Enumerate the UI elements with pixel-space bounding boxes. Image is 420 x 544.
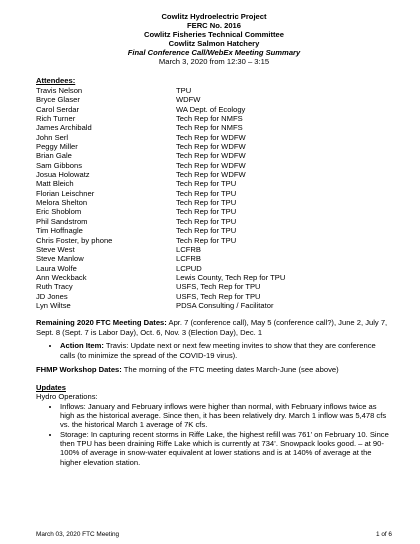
action-item bbox=[60, 341, 392, 360]
hydro-bullet-storage: • Storage: In capturing recent storms in Riffe Lake, the highest refill was 761’ on February 10. Since then TPU has been draining Riffe Lake which is currently at 734’. Snowpack looks good. – at 90-100% of average in snow-water equivalent at lower stations and is at 140% of average at the higher elevation station. bbox=[60, 430, 392, 467]
header-committee: Cowlitz Fisheries Technical Committee bbox=[144, 30, 284, 39]
attendee-row bbox=[36, 179, 285, 188]
header-ferc: FERC No. 2016 bbox=[186, 21, 242, 30]
attendee-organization: Tech Rep for TPU bbox=[176, 216, 237, 226]
attendee-organization: LCFRB bbox=[176, 244, 201, 254]
attendee-organization: WA Dept. of Ecology bbox=[176, 104, 246, 114]
attendee-organization: Tech Rep for WDFW bbox=[176, 142, 246, 152]
attendee-organization: Tech Rep for TPU bbox=[176, 198, 237, 208]
attendee-row bbox=[36, 217, 285, 226]
attendee-name: JD Jones bbox=[36, 291, 68, 301]
remaining-dates bbox=[36, 318, 392, 337]
attendee-name: Chris Foster, by phone bbox=[36, 235, 113, 245]
hydro-operations-subtitle: Hydro Operations: bbox=[36, 392, 98, 402]
attendee-row bbox=[36, 114, 285, 123]
attendee-name: Ruth Tracy bbox=[36, 282, 73, 292]
attendee-organization: Tech Rep for TPU bbox=[176, 207, 237, 217]
attendee-organization: TPU bbox=[176, 86, 192, 95]
fhmp-dates-text: The morning of the FTC meeting dates March-June (see above) bbox=[123, 364, 339, 374]
attendee-organization: Tech Rep for WDFW bbox=[176, 151, 246, 161]
attendee-row bbox=[36, 264, 285, 273]
attendee-organization: USFS, Tech Rep for TPU bbox=[176, 291, 261, 301]
attendee-name: Ann Weckback bbox=[36, 272, 87, 282]
attendee-name: Steve West bbox=[36, 244, 75, 254]
attendee-organization: Tech Rep for TPU bbox=[176, 179, 237, 189]
attendee-name: Lyn Wiltse bbox=[36, 300, 71, 310]
attendee-name: Phil Sandstrom bbox=[36, 216, 88, 226]
remaining-dates-text: Apr. 7 (conference call), May 5 (conference call?), June 2, July 7, Sept. 8 (Sept. 7 is Labor Day), Oct. 6, Nov. 3 (Election Day), Dec. 1 bbox=[36, 318, 388, 337]
attendee-name: Eric Shoblom bbox=[36, 207, 82, 217]
attendee-row bbox=[36, 161, 285, 170]
attendee-name: John Serl bbox=[36, 132, 69, 142]
attendee-name: Melora Shelton bbox=[36, 198, 88, 208]
attendees-title: Attendees: bbox=[36, 76, 76, 85]
attendee-row bbox=[36, 236, 285, 245]
attendee-organization: Tech Rep for WDFW bbox=[176, 160, 246, 170]
attendee-organization: PDSA Consulting / Facilitator bbox=[176, 300, 274, 310]
attendees-table bbox=[36, 86, 285, 310]
attendee-row bbox=[36, 207, 285, 216]
attendee-organization: Tech Rep for WDFW bbox=[176, 170, 246, 180]
attendee-name: Florian Leischner bbox=[36, 188, 95, 198]
attendee-row bbox=[36, 142, 285, 151]
attendee-organization: WDFW bbox=[176, 95, 201, 105]
header-summary-title: Final Conference Call/WebEx Meeting Summary bbox=[127, 48, 301, 57]
fhmp-dates-label: FHMP Workshop Dates: bbox=[36, 364, 122, 374]
action-list bbox=[36, 341, 392, 360]
attendee-name: Peggy Miller bbox=[36, 142, 78, 152]
action-item-label: Action Item: bbox=[60, 341, 104, 351]
remaining-dates-label: Remaining 2020 FTC Meeting Dates: bbox=[36, 318, 167, 328]
attendee-row bbox=[36, 170, 285, 179]
attendee-organization: LCPUD bbox=[176, 263, 202, 273]
attendee-organization: Tech Rep for NMFS bbox=[176, 123, 243, 133]
attendee-name: Rich Turner bbox=[36, 114, 76, 124]
attendee-organization: Tech Rep for TPU bbox=[176, 226, 237, 236]
attendee-name: Laura Wolfe bbox=[36, 263, 77, 273]
attendee-organization: Tech Rep for WDFW bbox=[176, 132, 246, 142]
attendee-name: Brian Gale bbox=[36, 151, 72, 161]
attendee-row bbox=[36, 282, 285, 291]
attendee-organization: Tech Rep for TPU bbox=[176, 188, 237, 198]
attendee-name: James Archibald bbox=[36, 123, 92, 133]
attendee-name: Travis Nelson bbox=[36, 86, 83, 95]
attendee-row bbox=[36, 123, 285, 132]
attendee-row bbox=[36, 198, 285, 207]
attendee-organization: Tech Rep for TPU bbox=[176, 235, 237, 245]
attendee-name: Matt Bleich bbox=[36, 179, 74, 189]
attendee-name: Steve Manlow bbox=[36, 254, 84, 264]
attendee-name: Carol Serdar bbox=[36, 104, 80, 114]
attendee-row bbox=[36, 95, 285, 104]
header-date: March 3, 2020 from 12:30 – 3:15 bbox=[158, 57, 270, 66]
hydro-bullet-inflows: • Inflows: January and February inflows were higher than normal, with February inflows twice as high as the historical average. Since then, it has been relatively dry. March 1 inflow was 5,478 cfs vs. the historical March 1 average of 7K cfs. bbox=[60, 402, 392, 430]
attendee-name: Josua Holowatz bbox=[36, 170, 90, 180]
attendee-organization: USFS, Tech Rep for TPU bbox=[176, 282, 261, 292]
attendee-row bbox=[36, 292, 285, 301]
attendee-row bbox=[36, 133, 285, 142]
updates-title: Updates bbox=[36, 383, 66, 393]
document-content bbox=[36, 12, 392, 467]
attendee-organization: LCFRB bbox=[176, 254, 201, 264]
attendee-row bbox=[36, 189, 285, 198]
header-hatchery: Cowlitz Salmon Hatchery bbox=[168, 39, 260, 48]
attendee-name: Tim Hoffnagle bbox=[36, 226, 83, 236]
document-header bbox=[36, 12, 392, 66]
page-footer bbox=[36, 531, 392, 539]
attendee-row bbox=[36, 151, 285, 160]
attendee-name: Bryce Glaser bbox=[36, 95, 80, 105]
attendee-organization: Tech Rep for NMFS bbox=[176, 114, 243, 124]
attendee-row bbox=[36, 273, 285, 282]
attendee-row bbox=[36, 254, 285, 263]
attendee-row bbox=[36, 86, 285, 95]
attendee-row bbox=[36, 245, 285, 254]
attendee-row bbox=[36, 226, 285, 235]
attendee-organization: Lewis County, Tech Rep for TPU bbox=[176, 272, 286, 282]
attendee-name: Sam Gibbons bbox=[36, 160, 83, 170]
action-item-text: Travis: Update next or next few meeting invites to show that they are conference calls (to minimize the spread of the COVID-19 virus). bbox=[60, 341, 376, 360]
header-project: Cowlitz Hydroelectric Project bbox=[161, 12, 267, 21]
hydro-bullets bbox=[36, 402, 392, 467]
footer-page-number: 1 of 6 bbox=[376, 531, 392, 538]
fhmp-dates bbox=[36, 365, 392, 375]
footer-meeting: March 03, 2020 FTC Meeting bbox=[36, 531, 120, 538]
attendee-row bbox=[36, 105, 285, 114]
attendee-row bbox=[36, 301, 285, 310]
